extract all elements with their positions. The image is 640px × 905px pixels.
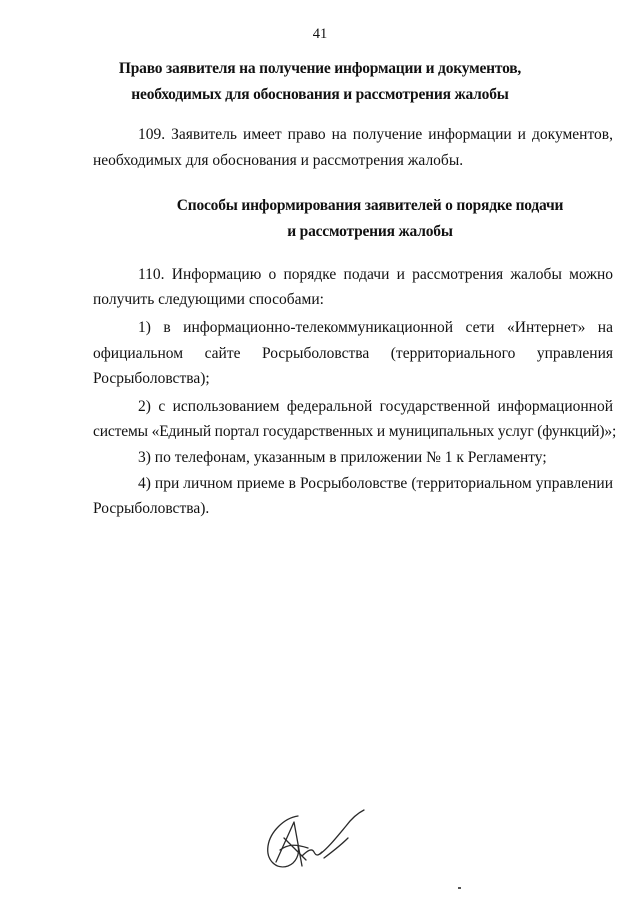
section-heading-rights-line1: Право заявителя на получение информации и документов, <box>118 60 522 77</box>
scan-speck <box>458 887 461 889</box>
list-item-4-line1: 4) при личном приеме в Росрыболовстве (территориальном управлении <box>138 475 613 492</box>
list-item-2-line1: 2) с использованием федеральной государственной информационной <box>138 398 613 415</box>
page-number: 41 <box>312 26 328 42</box>
paragraph-110-line1: 110. Информацию о порядке подачи и рассмотрения жалобы можно <box>138 266 613 283</box>
section-heading-methods-line1: Способы информирования заявителей о порядке подачи <box>176 197 564 214</box>
handwritten-signature <box>262 808 372 878</box>
list-item-3-line1: 3) по телефонам, указанным в приложении № 1 к Регламенту; <box>138 449 547 466</box>
paragraph-110-line2: получить следующими способами: <box>93 291 324 308</box>
list-item-4-line2: Росрыболовства). <box>93 500 210 517</box>
section-heading-methods-line2: и рассмотрения жалобы <box>287 223 453 240</box>
paragraph-109-line1: 109. Заявитель имеет право на получение информации и документов, <box>138 126 613 143</box>
list-item-1-line3: Росрыболовства); <box>93 370 210 387</box>
list-item-1-line2: официальном сайте Росрыболовства (территориального управления <box>93 345 613 362</box>
list-item-1-line1: 1) в информационно-телекоммуникационной сети «Интернет» на <box>138 319 613 336</box>
section-heading-rights-line2: необходимых для обоснования и рассмотрения жалобы <box>131 86 509 103</box>
list-item-2-line2: системы «Единый портал государственных и муниципальных услуг (функций)»; <box>93 423 617 440</box>
paragraph-109-line2: необходимых для обоснования и рассмотрения жалобы. <box>93 152 464 169</box>
